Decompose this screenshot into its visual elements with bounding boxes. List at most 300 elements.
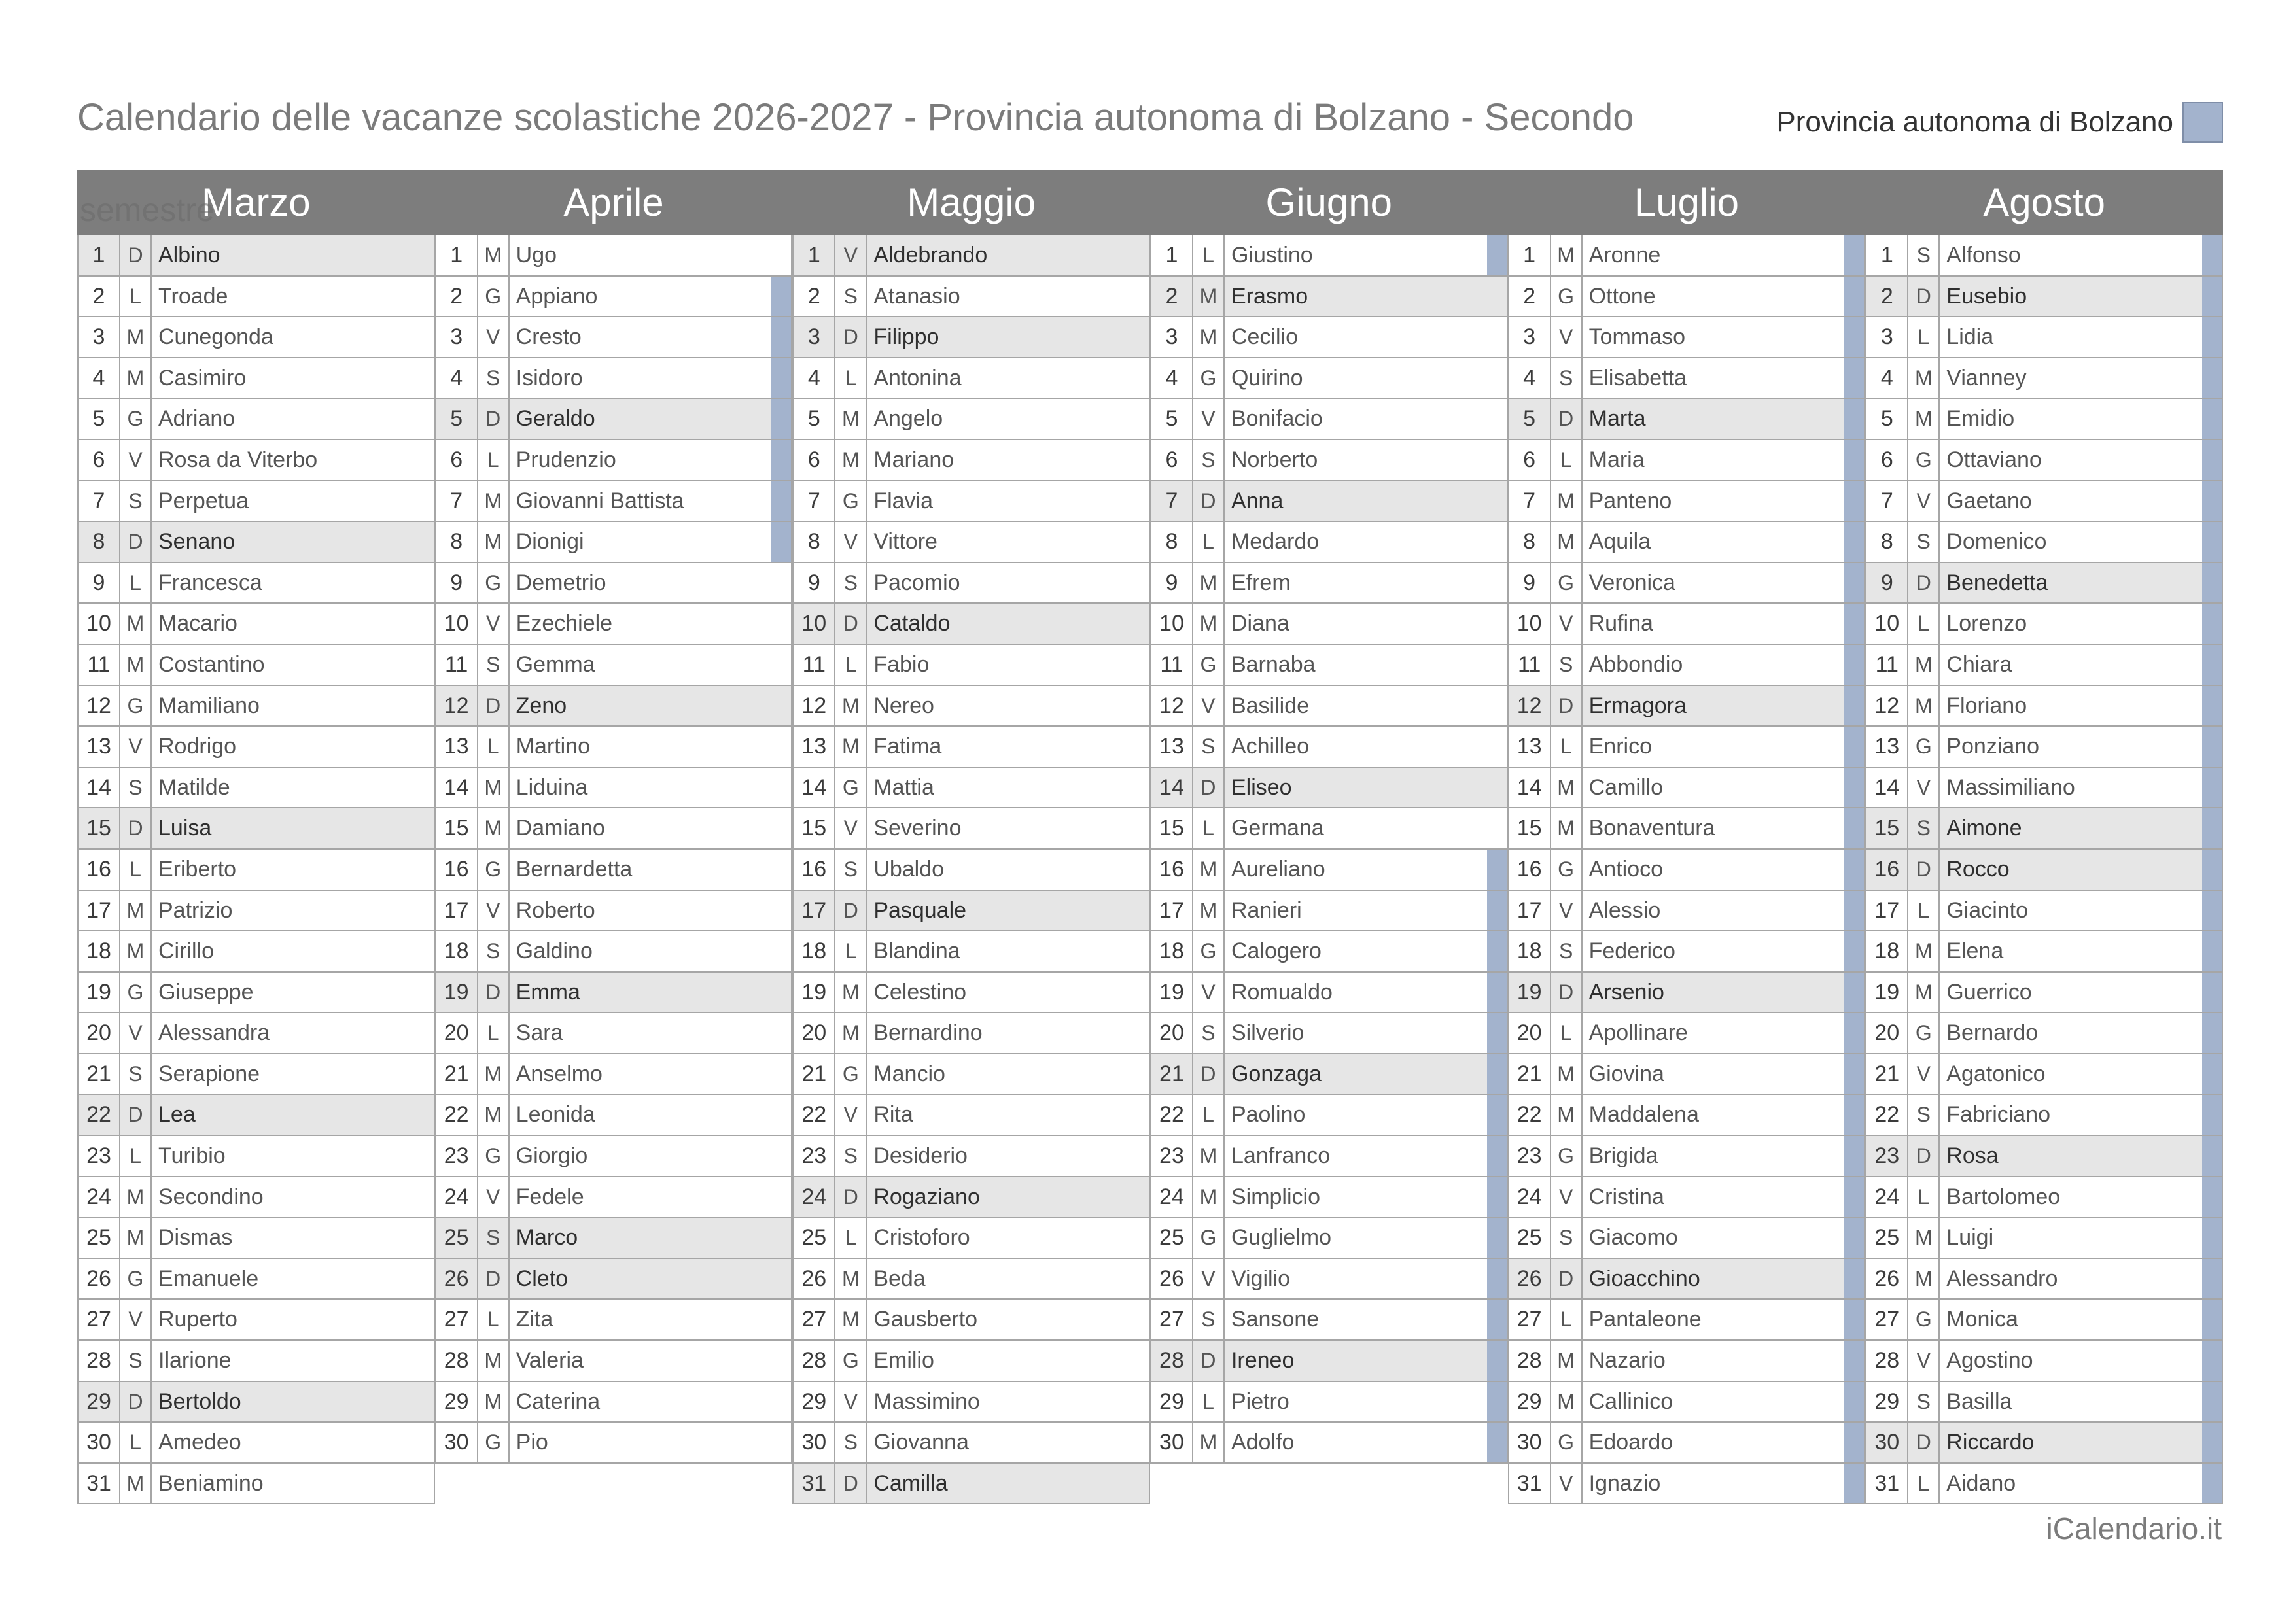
- day-number: 4: [1151, 358, 1193, 398]
- day-number: 7: [1866, 481, 1908, 521]
- saint-name: Pietro: [1231, 1389, 1289, 1414]
- saint-name: Antonina: [873, 365, 962, 390]
- weekday-letter: V: [835, 808, 867, 848]
- saint-name: Pio: [516, 1430, 548, 1455]
- day-row: [1508, 808, 1866, 850]
- weekday-letter: M: [835, 686, 867, 726]
- saint-name: Beniamino: [158, 1470, 264, 1496]
- weekday-letter: L: [1551, 1013, 1583, 1053]
- day-number: 15: [794, 808, 835, 848]
- saint-name: Germana: [1231, 816, 1324, 841]
- day-number: 1: [436, 235, 478, 275]
- day-row: [792, 235, 1150, 277]
- weekday-letter: S: [1908, 1382, 1940, 1422]
- month-header: Aprile: [435, 170, 793, 235]
- saint-name: Emilio: [873, 1348, 934, 1373]
- saint-name: Eliseo: [1231, 774, 1292, 800]
- day-number: 27: [1866, 1300, 1908, 1339]
- saint-name: Fabriciano: [1946, 1102, 2051, 1128]
- saint-name: Maddalena: [1588, 1102, 1699, 1128]
- legend-label: Provincia autonoma di Bolzano: [1776, 106, 2173, 138]
- saint-name: Antioco: [1588, 856, 1664, 882]
- saint-name: Camilla: [873, 1470, 948, 1496]
- weekday-letter: L: [1908, 1177, 1940, 1217]
- day-row: [1865, 1095, 2223, 1136]
- weekday-letter: S: [835, 1423, 867, 1462]
- day-row: [435, 1382, 793, 1423]
- weekday-letter: V: [1193, 686, 1225, 726]
- day-row: [1150, 931, 1508, 973]
- day-row: [77, 727, 435, 768]
- day-row: [1865, 481, 2223, 523]
- day-row: [1865, 1218, 2223, 1259]
- weekday-letter: M: [1193, 604, 1225, 644]
- saint-name: Anselmo: [516, 1061, 603, 1086]
- day-row: [792, 1177, 1150, 1218]
- month-header: Agosto: [1865, 170, 2223, 235]
- day-number: 21: [794, 1054, 835, 1094]
- day-number: 3: [794, 317, 835, 357]
- weekday-letter: D: [1551, 686, 1583, 726]
- day-number: 3: [436, 317, 478, 357]
- day-number: 6: [436, 440, 478, 480]
- saint-name: Fabio: [873, 651, 930, 677]
- day-number: 14: [436, 768, 478, 808]
- day-row: [77, 973, 435, 1014]
- weekday-letter: M: [478, 522, 510, 562]
- day-number: 13: [1509, 727, 1551, 767]
- day-number: 24: [79, 1177, 120, 1217]
- day-number: 23: [794, 1136, 835, 1176]
- saint-name: Ilarione: [158, 1348, 232, 1373]
- weekday-letter: L: [120, 850, 152, 890]
- saint-name: Perpetua: [158, 488, 249, 513]
- saint-name: Zeno: [516, 693, 567, 718]
- weekday-letter: S: [120, 1054, 152, 1094]
- weekday-letter: L: [1551, 440, 1583, 480]
- day-row: [792, 973, 1150, 1014]
- day-row: [1865, 358, 2223, 400]
- day-row: [792, 358, 1150, 400]
- weekday-letter: D: [478, 1259, 510, 1299]
- day-row: [1150, 1300, 1508, 1341]
- day-number: 21: [79, 1054, 120, 1094]
- day-row: [792, 686, 1150, 727]
- saint-name: Vianney: [1946, 365, 2027, 390]
- weekday-letter: V: [1551, 1464, 1583, 1504]
- day-row: [1150, 686, 1508, 727]
- weekday-letter: G: [1551, 850, 1583, 890]
- day-row: [435, 1013, 793, 1054]
- saint-name: Senano: [158, 529, 236, 555]
- saint-name: Giustino: [1231, 243, 1313, 268]
- saint-name: Macario: [158, 611, 237, 636]
- saint-name: Floriano: [1946, 693, 2027, 718]
- day-row: [435, 931, 793, 973]
- saint-name: Cataldo: [873, 611, 951, 636]
- weekday-letter: G: [1908, 1013, 1940, 1053]
- weekday-letter: M: [478, 1054, 510, 1094]
- day-row: [77, 645, 435, 686]
- weekday-letter: M: [1551, 1095, 1583, 1135]
- day-row: [1865, 604, 2223, 645]
- day-number: 23: [1509, 1136, 1551, 1176]
- day-number: 15: [79, 808, 120, 848]
- day-number: 7: [794, 481, 835, 521]
- weekday-letter: M: [120, 1218, 152, 1258]
- saint-name: Aquila: [1588, 529, 1651, 555]
- saint-name: Matilde: [158, 774, 230, 800]
- weekday-letter: M: [478, 481, 510, 521]
- weekday-letter: M: [1193, 850, 1225, 890]
- saint-name: Rita: [873, 1102, 913, 1128]
- saint-name: Alessandra: [158, 1020, 270, 1046]
- day-number: 18: [79, 931, 120, 971]
- day-row: [77, 1095, 435, 1136]
- day-number: 25: [1866, 1218, 1908, 1258]
- day-number: 27: [1151, 1300, 1193, 1339]
- day-row: [77, 522, 435, 563]
- weekday-letter: L: [120, 1136, 152, 1176]
- day-number: 16: [436, 850, 478, 890]
- saint-name: Cristina: [1588, 1184, 1664, 1209]
- weekday-letter: V: [1551, 317, 1583, 357]
- weekday-letter: M: [1551, 1341, 1583, 1381]
- day-row: [435, 973, 793, 1014]
- day-row: [792, 317, 1150, 358]
- saint-name: Pasquale: [873, 897, 967, 923]
- weekday-letter: M: [1193, 1177, 1225, 1217]
- day-number: 27: [1509, 1300, 1551, 1339]
- saint-name: Dionigi: [516, 529, 584, 555]
- weekday-letter: L: [1908, 317, 1940, 357]
- saint-name: Vittore: [873, 529, 937, 555]
- day-row: [1865, 1177, 2223, 1218]
- day-row: [435, 522, 793, 563]
- day-number: 15: [1866, 808, 1908, 848]
- saint-name: Isidoro: [516, 365, 583, 390]
- day-number: 18: [1509, 931, 1551, 971]
- day-number: 17: [794, 891, 835, 931]
- saint-name: Mancio: [873, 1061, 945, 1086]
- day-number: 10: [436, 604, 478, 644]
- day-number: 28: [1509, 1341, 1551, 1381]
- footer-brand[interactable]: iCalendario.it: [2046, 1512, 2222, 1546]
- day-number: 29: [79, 1382, 120, 1422]
- saint-name: Aldebrando: [873, 243, 988, 268]
- day-row: [1150, 1259, 1508, 1300]
- day-row: [1508, 973, 1866, 1014]
- day-number: 31: [1866, 1464, 1908, 1504]
- weekday-letter: L: [120, 563, 152, 603]
- day-row: [792, 399, 1150, 440]
- day-number: 17: [1509, 891, 1551, 931]
- weekday-letter: S: [1551, 645, 1583, 685]
- weekday-letter: M: [120, 1177, 152, 1217]
- saint-name: Alessandro: [1946, 1266, 2058, 1291]
- day-row: [435, 481, 793, 523]
- saint-name: Camillo: [1588, 774, 1663, 800]
- saint-name: Elisabetta: [1588, 365, 1687, 390]
- day-number: 28: [79, 1341, 120, 1381]
- day-row: [1865, 973, 2223, 1014]
- day-row: [1150, 1054, 1508, 1096]
- day-number: 28: [794, 1341, 835, 1381]
- day-row: [1865, 399, 2223, 440]
- saint-name: Ermagora: [1588, 693, 1687, 718]
- weekday-letter: M: [120, 1464, 152, 1504]
- weekday-letter: D: [120, 808, 152, 848]
- day-number: 3: [1866, 317, 1908, 357]
- saint-name: Ponziano: [1946, 734, 2040, 759]
- day-number: 23: [79, 1136, 120, 1176]
- weekday-letter: D: [835, 891, 867, 931]
- weekday-letter: G: [120, 973, 152, 1012]
- day-number: 11: [436, 645, 478, 685]
- day-number: 19: [1509, 973, 1551, 1012]
- saint-name: Gausberto: [873, 1307, 978, 1332]
- day-number: 6: [1509, 440, 1551, 480]
- saint-name: Francesca: [158, 570, 262, 595]
- day-number: 1: [794, 235, 835, 275]
- weekday-letter: M: [120, 891, 152, 931]
- weekday-letter: M: [835, 727, 867, 767]
- weekday-letter: V: [1551, 891, 1583, 931]
- day-number: 9: [1151, 563, 1193, 603]
- saint-name: Bernardetta: [516, 856, 633, 882]
- day-row: [77, 563, 435, 604]
- day-row: [792, 563, 1150, 604]
- day-number: 4: [1509, 358, 1551, 398]
- day-number: 16: [79, 850, 120, 890]
- day-row: [77, 358, 435, 400]
- weekday-letter: M: [1193, 1136, 1225, 1176]
- saint-name: Vigilio: [1231, 1266, 1291, 1291]
- saint-name: Albino: [158, 243, 220, 268]
- saint-name: Cunegonda: [158, 324, 273, 350]
- saint-name: Ranieri: [1231, 897, 1302, 923]
- weekday-letter: G: [120, 1259, 152, 1299]
- weekday-letter: D: [1193, 1341, 1225, 1381]
- weekday-letter: L: [478, 440, 510, 480]
- day-row: [435, 850, 793, 891]
- day-number: 29: [436, 1382, 478, 1422]
- day-number: 25: [436, 1218, 478, 1258]
- day-row: [435, 1095, 793, 1136]
- weekday-letter: G: [478, 1423, 510, 1462]
- day-row: [1865, 727, 2223, 768]
- weekday-letter: V: [835, 1382, 867, 1422]
- day-row: [77, 481, 435, 523]
- saint-name: Blandina: [873, 939, 960, 964]
- weekday-letter: G: [1551, 277, 1583, 317]
- saint-name: Cristoforo: [873, 1225, 970, 1251]
- weekday-letter: L: [120, 277, 152, 317]
- day-row: [77, 891, 435, 932]
- weekday-letter: M: [1551, 522, 1583, 562]
- weekday-letter: M: [835, 1300, 867, 1339]
- weekday-letter: G: [478, 277, 510, 317]
- day-number: 10: [1509, 604, 1551, 644]
- day-row: [77, 1013, 435, 1054]
- day-row: [792, 481, 1150, 523]
- weekday-letter: D: [1908, 1423, 1940, 1462]
- day-row: [77, 317, 435, 358]
- weekday-letter: M: [120, 604, 152, 644]
- day-row: [435, 604, 793, 645]
- weekday-letter: L: [835, 931, 867, 971]
- day-number: 13: [79, 727, 120, 767]
- saint-name: Massimiliano: [1946, 774, 2075, 800]
- weekday-letter: G: [478, 563, 510, 603]
- weekday-letter: M: [1193, 891, 1225, 931]
- saint-name: Sara: [516, 1020, 563, 1046]
- weekday-letter: M: [1551, 768, 1583, 808]
- day-number: 26: [1866, 1259, 1908, 1299]
- day-number: 20: [1151, 1013, 1193, 1053]
- day-number: 30: [79, 1423, 120, 1462]
- month-column: [77, 170, 435, 1504]
- saint-name: Rosa da Viterbo: [158, 447, 318, 472]
- day-row: [1865, 1013, 2223, 1054]
- day-number: 12: [1509, 686, 1551, 726]
- weekday-letter: D: [1193, 481, 1225, 521]
- saint-name: Rufina: [1588, 611, 1653, 636]
- day-number: 20: [1866, 1013, 1908, 1053]
- saint-name: Alfonso: [1946, 243, 2021, 268]
- day-row: [1508, 440, 1866, 481]
- weekday-letter: D: [120, 522, 152, 562]
- weekday-letter: G: [478, 1136, 510, 1176]
- day-row: [792, 768, 1150, 809]
- day-row: [1865, 645, 2223, 686]
- saint-name: Emanuele: [158, 1266, 259, 1291]
- day-number: 30: [1866, 1423, 1908, 1462]
- day-number: 5: [794, 399, 835, 439]
- weekday-letter: L: [1193, 1095, 1225, 1135]
- saint-name: Leonida: [516, 1102, 595, 1128]
- saint-name: Bertoldo: [158, 1389, 241, 1414]
- saint-name: Eriberto: [158, 856, 237, 882]
- saint-name: Adriano: [158, 406, 236, 432]
- day-row: [792, 891, 1150, 932]
- saint-name: Silverio: [1231, 1020, 1305, 1046]
- saint-name: Aimone: [1946, 816, 2022, 841]
- day-row: [435, 1054, 793, 1096]
- day-row: [1865, 1054, 2223, 1096]
- weekday-letter: M: [1193, 1423, 1225, 1462]
- day-number: 21: [436, 1054, 478, 1094]
- weekday-letter: G: [835, 768, 867, 808]
- weekday-letter: G: [1908, 1300, 1940, 1339]
- day-number: 24: [1151, 1177, 1193, 1217]
- weekday-letter: D: [1551, 973, 1583, 1012]
- day-row: [1150, 440, 1508, 481]
- weekday-letter: D: [120, 1382, 152, 1422]
- saint-name: Guglielmo: [1231, 1225, 1332, 1251]
- day-row: [77, 850, 435, 891]
- day-number: 14: [1866, 768, 1908, 808]
- day-row: [1508, 1095, 1866, 1136]
- day-row: [1508, 1382, 1866, 1423]
- day-number: 4: [1866, 358, 1908, 398]
- weekday-letter: M: [1551, 235, 1583, 275]
- saint-name: Martino: [516, 734, 591, 759]
- saint-name: Rocco: [1946, 856, 2010, 882]
- weekday-letter: M: [1908, 645, 1940, 685]
- day-number: 19: [79, 973, 120, 1012]
- saint-name: Bernardo: [1946, 1020, 2039, 1046]
- saint-name: Ugo: [516, 243, 557, 268]
- day-number: 11: [79, 645, 120, 685]
- day-number: 9: [1509, 563, 1551, 603]
- weekday-letter: S: [478, 1218, 510, 1258]
- day-number: 5: [1866, 399, 1908, 439]
- saint-name: Norberto: [1231, 447, 1318, 472]
- day-number: 30: [1151, 1423, 1193, 1462]
- day-row: [1865, 1259, 2223, 1300]
- day-number: 21: [1509, 1054, 1551, 1094]
- day-row: [1865, 1300, 2223, 1341]
- weekday-letter: M: [835, 973, 867, 1012]
- day-row: [1508, 522, 1866, 563]
- saint-name: Geraldo: [516, 406, 595, 432]
- weekday-letter: V: [478, 1177, 510, 1217]
- saint-name: Lidia: [1946, 324, 1994, 350]
- day-number: 15: [1509, 808, 1551, 848]
- day-row: [1508, 1136, 1866, 1177]
- day-number: 29: [1151, 1382, 1193, 1422]
- weekday-letter: S: [478, 358, 510, 398]
- day-row: [435, 277, 793, 318]
- day-number: 29: [794, 1382, 835, 1422]
- weekday-letter: L: [835, 358, 867, 398]
- day-row: [792, 440, 1150, 481]
- day-row: [77, 277, 435, 318]
- day-row: [1150, 358, 1508, 400]
- saint-name: Mamiliano: [158, 693, 260, 718]
- day-number: 6: [1151, 440, 1193, 480]
- day-number: 16: [1151, 850, 1193, 890]
- saint-name: Atanasio: [873, 283, 960, 309]
- day-row: [792, 1300, 1150, 1341]
- saint-name: Brigida: [1588, 1143, 1658, 1169]
- day-number: 3: [79, 317, 120, 357]
- day-row: [792, 522, 1150, 563]
- day-number: 28: [1151, 1341, 1193, 1381]
- weekday-letter: D: [835, 1177, 867, 1217]
- day-number: 17: [1866, 891, 1908, 931]
- day-row: [1508, 1464, 1866, 1505]
- saint-name: Emma: [516, 979, 580, 1005]
- weekday-letter: L: [1908, 604, 1940, 644]
- day-row: [1150, 1423, 1508, 1464]
- weekday-letter: V: [478, 891, 510, 931]
- title-overflow: semestre: [80, 192, 215, 228]
- weekday-letter: S: [478, 931, 510, 971]
- saint-name: Roberto: [516, 897, 595, 923]
- day-number: 13: [794, 727, 835, 767]
- weekday-letter: G: [1193, 1218, 1225, 1258]
- day-row: [1150, 1382, 1508, 1423]
- month-column: [792, 170, 1150, 1504]
- saint-name: Nereo: [873, 693, 934, 718]
- saint-name: Costantino: [158, 651, 265, 677]
- saint-name: Marta: [1588, 406, 1646, 432]
- day-number: 22: [1151, 1095, 1193, 1135]
- day-row: [1150, 277, 1508, 318]
- saint-name: Turibio: [158, 1143, 226, 1169]
